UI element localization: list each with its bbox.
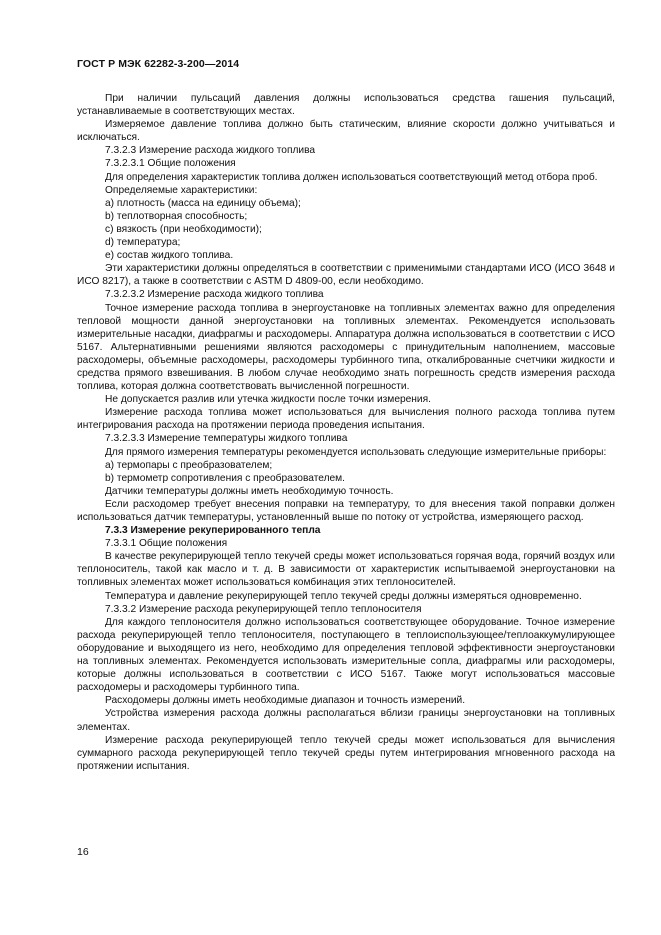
- list-item: b) термометр сопротивления с преобразователем.: [105, 472, 346, 484]
- paragraph: Определяемые характеристики:: [105, 184, 258, 196]
- paragraph: Измерение расхода топлива может использоваться для вычисления полного расхода топлива путем интегрирования расхода на протяжении периода проведения испытания.: [77, 407, 615, 432]
- list-item: a) термопары с преобразователем;: [105, 459, 273, 471]
- paragraph: Для прямого измерения температуры рекомендуется использовать следующие измерительные приборы:: [105, 446, 607, 458]
- list-item: d) температура;: [105, 237, 181, 249]
- page-header-title: ГОСТ Р МЭК 62282-3-200—2014: [77, 58, 240, 70]
- paragraph: Измеряемое давление топлива должно быть статическим, влияние скорости должно учитываться и исключаться.: [77, 119, 615, 144]
- list-item: b) теплотворная способность;: [105, 210, 248, 222]
- paragraph: При наличии пульсаций давления должны использоваться средства гашения пульсаций, устанавливаемые в соответствующих местах.: [77, 93, 615, 118]
- paragraph: В качестве рекуперирующей тепло текучей среды может использоваться горячая вода, горячий воздух или теплоноситель, такой как масло и т. д. В зависимости от характеристик испытываемой энергоустановки на топливных элементах может использоваться комбинация этих теплоносителей.: [77, 551, 615, 589]
- document-body: [77, 92, 615, 773]
- section-heading: 7.3.2.3 Измерение расхода жидкого топлива: [105, 145, 316, 157]
- section-heading: 7.3.2.3.2 Измерение расхода жидкого топлива: [105, 289, 324, 301]
- paragraph: Не допускается разлив или утечка жидкости после точки измерения.: [105, 394, 431, 406]
- list-item: c) вязкость (при необходимости);: [105, 223, 262, 235]
- paragraph: Расходомеры должны иметь необходимые диапазон и точность измерений.: [105, 695, 466, 707]
- paragraph: Измерение расхода рекуперирующей тепло текучей среды может использоваться для вычисления суммарного расхода рекуперирующей тепло текучей среды путем интегрирования мгновенного расхода на протяжении испытания.: [77, 734, 615, 772]
- section-heading-bold: 7.3.3 Измерение рекуперированного тепла: [105, 525, 321, 537]
- paragraph: Датчики температуры должны иметь необходимую точность.: [105, 485, 394, 497]
- section-heading: 7.3.3.1 Общие положения: [105, 538, 228, 550]
- paragraph: Устройства измерения расхода должны располагаться вблизи границы энергоустановки на топливных элементах.: [77, 708, 615, 733]
- paragraph: Точное измерение расхода топлива в энергоустановке на топливных элементах важно для определения тепловой мощности данной энергоустановки на топливных элементах. Рекомендуется использовать измерительные насадки, диафрагмы и расходомеры. Аппаратура должна использоваться в соответствии с ИСО 5167. Альтернативными решениями являются расходомеры с принудительным наполнением, массовые расходомеры, объемные расходомеры, расходомеры турбинного типа, откалиброванные счетчики жидкости и средства прямого взвешивания. В любом случае необходимо знать погрешность средств измерения расхода топлива, которая должна соответствовать вычисленной погрешности.: [77, 302, 615, 393]
- page-number: 16: [77, 846, 89, 858]
- paragraph: Если расходомер требует внесения поправки на температуру, то для внесения такой поправки должен использоваться датчик температуры, установленный выше по потоку от устройства, измеряющего расход.: [77, 498, 615, 523]
- section-heading: 7.3.2.3.1 Общие положения: [105, 158, 236, 170]
- paragraph: Для каждого теплоносителя должно использоваться соответствующее оборудование. Точное измерение расхода рекуперирующей тепло теплоносителя, поступающего в теплоиспользующее/теплоаккумулирующее оборудование и выходящего из него, необходимо для определения тепловой эффективности энергоустановки на топливных элементах. Рекомендуется использовать измерительные сопла, диафрагмы или расходомеры, которые должны использоваться в соответствии с ИСО 5167. Также могут использоваться массовые расходомеры и расходомеры турбинного типа.: [77, 616, 615, 694]
- paragraph: Эти характеристики должны определяться в соответствии с применимыми стандартами ИСО (ИСО 3648 и ИСО 8217), а также в соответствии с ASTM D 4809-00, если необходимо.: [77, 263, 615, 288]
- paragraph: Температура и давление рекуперирующей тепло текучей среды должны измеряться одновременно.: [105, 590, 582, 602]
- list-item: e) состав жидкого топлива.: [105, 250, 234, 262]
- list-item: a) плотность (масса на единицу объема);: [105, 197, 301, 209]
- section-heading: 7.3.2.3.3 Измерение температуры жидкого топлива: [105, 433, 348, 445]
- paragraph: Для определения характеристик топлива должен использоваться соответствующий метод отбора проб.: [105, 171, 598, 183]
- section-heading: 7.3.3.2 Измерение расхода рекуперирующей тепло теплоносителя: [105, 603, 422, 615]
